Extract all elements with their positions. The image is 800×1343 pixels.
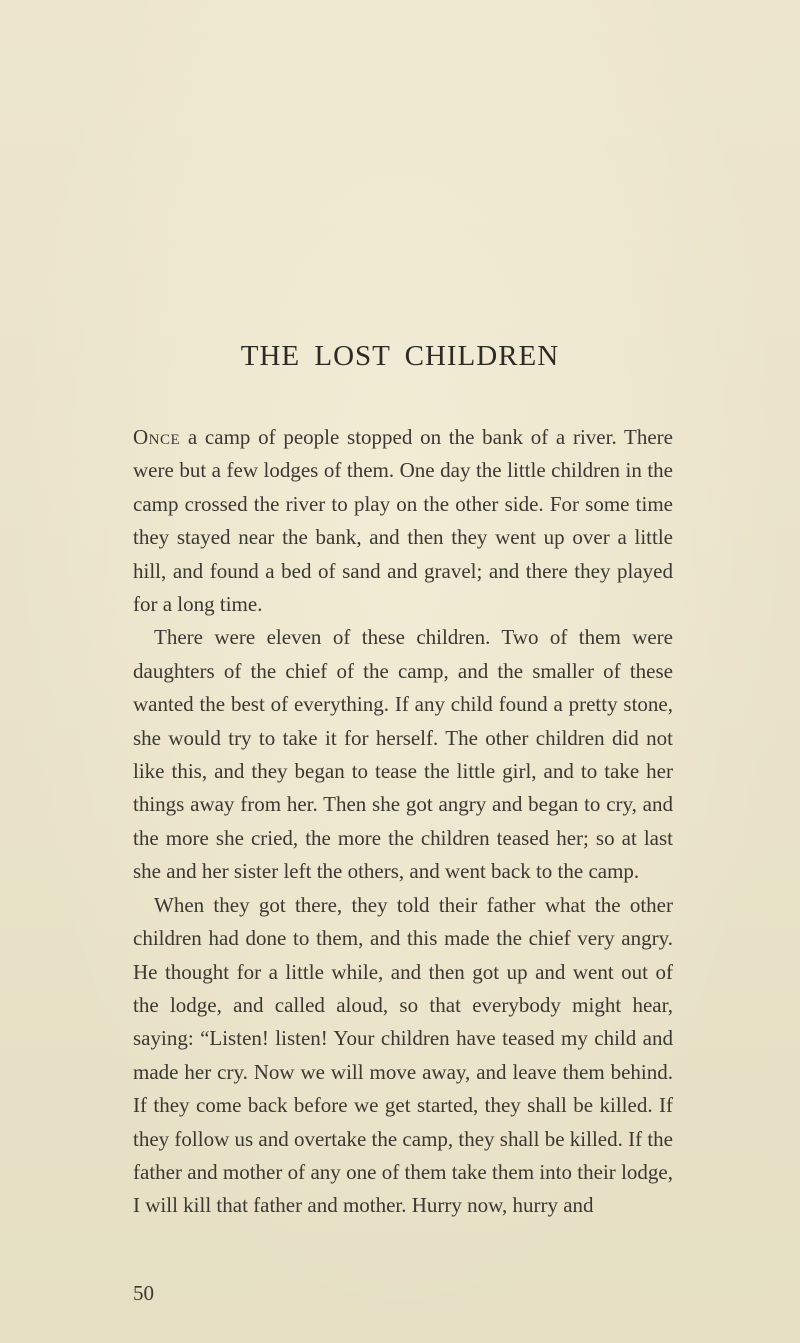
- chapter-title: THE LOST CHILDREN: [240, 340, 560, 372]
- paragraph-3: When they got there, they told their father what the other children had done to them, and this made the chief very angry. He thought for a little while, and then got up and went out of the lodge, and called aloud, so that everybody might hear, saying: “Listen! listen! Your children have teased my child and made her cry. Now we will move away, and leave them behind. If they come back before we get started, they shall be killed. If they follow us and overtake the camp, they shall be killed. If the father and mother of any one of them take them into their lodge, I will kill that father and mother. Hurry now, hurry and: [133, 892, 674, 1218]
- paragraph-1-text: a camp of people stopped on the bank of a river. There were but a few lodges of them. One day the little children in the camp crossed the river to play on the other side. For some time they stayed near the bank, and then they went up over a little hill, and found a bed of sand and gravel; and there they played for a long time.: [133, 425, 673, 617]
- chapter-body: [133, 421, 673, 1223]
- paragraph-2: There were eleven of these children. Two of them were daughters of the chief of the camp, and the smaller of these wanted the best of everything. If any child found a pretty stone, she would try to take it for herself. The other children did not like this, and they began to tease the little girl, and to take her things away from her. Then she got angry and began to cry, and the more she cried, the more the children teased her; so at last she and her sister left the others, and went back to the camp.: [133, 625, 673, 884]
- page-number: 50: [133, 1281, 154, 1305]
- opening-word: Once: [133, 425, 181, 449]
- paragraph-1: [133, 421, 673, 621]
